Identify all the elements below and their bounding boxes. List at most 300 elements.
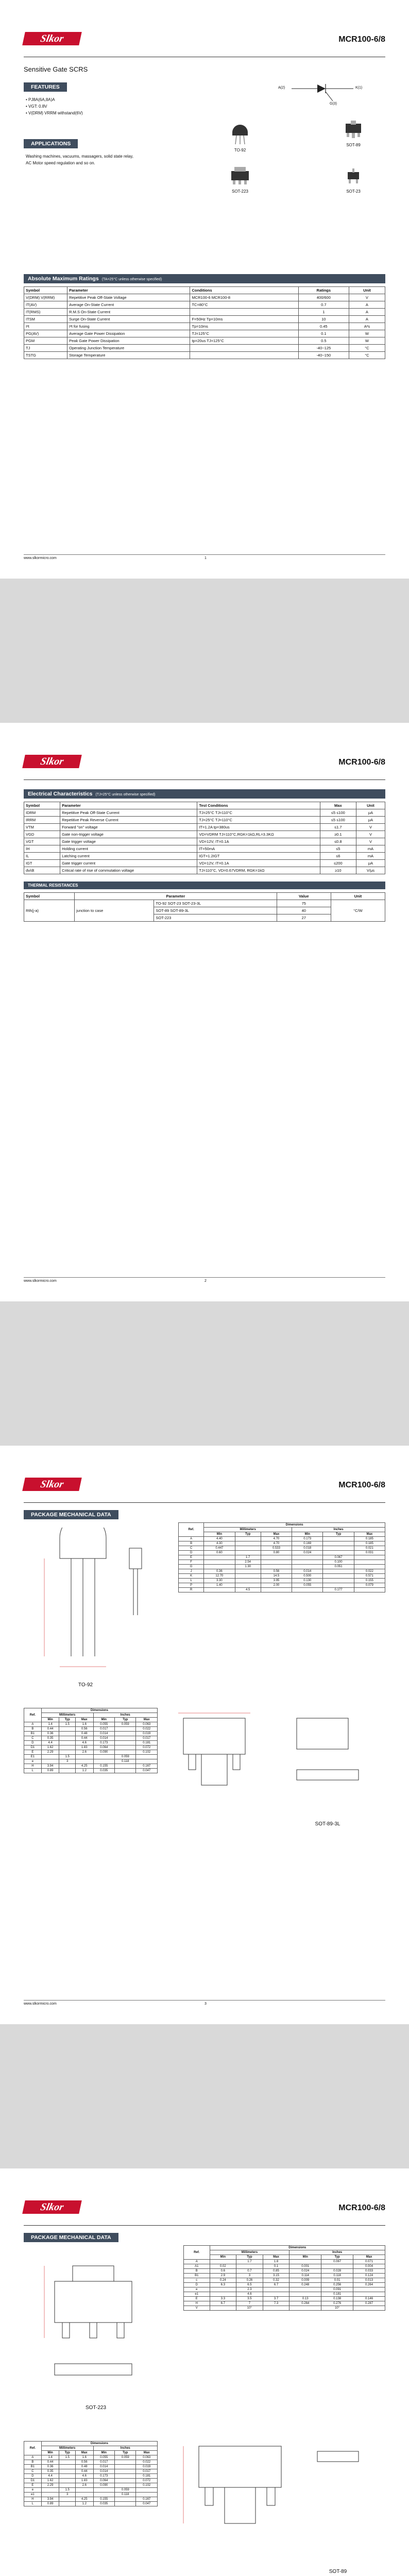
table-cell: 0.7 — [298, 301, 349, 309]
table-cell: 0.533 — [261, 1546, 292, 1551]
feature-item: • V(DRM) VRRM withstand(6V) — [26, 110, 83, 115]
table-cell: 6.3 — [210, 2283, 236, 2287]
table-cell: 0.500 — [292, 1574, 323, 1579]
table-cell: 0.014 — [292, 1569, 323, 1574]
table-row — [24, 1741, 158, 1745]
table-cell: 0.001 — [289, 2264, 321, 2269]
table-cell: 4.25 — [75, 1764, 93, 1769]
table-cell: 2.00 — [261, 1583, 292, 1588]
table-row — [24, 831, 385, 838]
sot223-outline-icon — [24, 2250, 178, 2405]
table-cell: 0.055 — [93, 2455, 114, 2460]
table-cell: 0.019 — [136, 2465, 158, 2469]
table-cell: 0.89 — [41, 1769, 59, 1773]
table-cell: Repetitive Peak Off-State Voltage — [67, 294, 190, 301]
table-cell: D — [24, 1741, 42, 1745]
to92-dim-table — [178, 1522, 385, 1592]
thermal-value: 75 — [277, 900, 331, 907]
table-header-row — [24, 2451, 158, 2455]
table-cell: E1 — [24, 1755, 42, 1759]
table-cell: B — [179, 1541, 204, 1546]
table-cell: H — [24, 2497, 42, 2502]
package-sot23 — [333, 166, 374, 194]
applications-list — [26, 154, 192, 167]
table-cell: 0.100 — [323, 1560, 354, 1565]
package-label: SOT-223 — [231, 189, 248, 194]
table-row — [184, 2260, 385, 2264]
table-cell: E — [24, 2483, 42, 2488]
table-cell — [59, 2483, 76, 2488]
page-1 — [0, 0, 409, 579]
table-cell: ≤0.8 — [320, 838, 356, 845]
col-header: Min — [204, 1532, 235, 1537]
col-header: Unit — [331, 893, 385, 900]
table-cell: R — [179, 1588, 204, 1592]
table-cell: IH — [24, 845, 60, 853]
table-cell: D1 — [24, 1745, 42, 1750]
table-cell: 1.83 — [75, 2479, 93, 2483]
table-cell: 4.70 — [261, 1541, 292, 1546]
table-cell: 0.102 — [136, 2483, 158, 2488]
table-row — [24, 330, 385, 337]
table-cell: 0.014 — [93, 2465, 114, 2469]
table-cell: 0.055 — [292, 1583, 323, 1588]
table-cell: 4.4 — [41, 2474, 59, 2479]
table-row — [24, 2502, 158, 2506]
table-cell: H — [184, 2301, 210, 2306]
table-cell: 0.36 — [41, 1732, 59, 1736]
table-cell: 0.85 — [263, 2269, 289, 2274]
table-cell: A — [179, 1537, 204, 1541]
table-cell — [59, 1750, 76, 1755]
table-cell: 0.181 — [136, 1741, 158, 1745]
table-cell: 2.6 — [75, 2483, 93, 2488]
table-cell: 0.155 — [354, 1579, 385, 1583]
table-cell — [115, 2474, 136, 2479]
table-cell: e — [184, 2287, 210, 2292]
table-cell: 0.017 — [136, 1736, 158, 1741]
table-cell — [353, 2306, 385, 2311]
table-cell: 0.072 — [136, 1745, 158, 1750]
col-header: Ratings — [298, 287, 349, 294]
table-row — [24, 1755, 158, 1759]
table-header-row — [179, 1523, 385, 1528]
table-cell — [323, 1574, 354, 1579]
table-row — [24, 2479, 158, 2483]
table-cell: 0.091 — [321, 2287, 353, 2292]
table-cell: 0.004 — [353, 2264, 385, 2269]
table-cell: -40~150 — [298, 352, 349, 359]
table-cell: B — [184, 2269, 210, 2274]
table-cell — [59, 1745, 76, 1750]
page-header — [24, 743, 385, 780]
col-header: Min — [93, 1718, 114, 1722]
table-cell: C — [24, 2469, 42, 2474]
table-row — [24, 323, 385, 330]
table-cell — [292, 1565, 323, 1569]
applications-heading: APPLICATIONS — [24, 139, 78, 148]
sot89-package-icon — [340, 120, 366, 140]
table-row — [179, 1574, 385, 1579]
table-row — [24, 1727, 158, 1732]
table-cell: 0.022 — [136, 2460, 158, 2465]
package-label: SOT-89 — [346, 143, 361, 147]
table-cell: L — [179, 1579, 204, 1583]
table-cell: 1.8 — [263, 2260, 289, 2264]
sot223-package-icon — [227, 166, 253, 187]
table-cell: 0.24 — [210, 2278, 236, 2283]
table-cell: 0.181 — [321, 2292, 353, 2297]
table-cell: F — [179, 1560, 204, 1565]
footer-website: www.slkormicro.com — [24, 1279, 57, 1283]
table-cell: 0.017 — [93, 2460, 114, 2465]
table-cell: ≤5 ≤100 — [320, 809, 356, 817]
table-cell — [292, 1555, 323, 1560]
table-cell: E — [24, 1750, 42, 1755]
table-cell — [289, 2292, 321, 2297]
table-cell: IT(RMS) — [24, 309, 67, 316]
col-header: Max — [261, 1532, 292, 1537]
table-cell: 3.94 — [41, 1764, 59, 1769]
table-cell — [190, 352, 298, 359]
table-cell: 0.256 — [321, 2283, 353, 2287]
table-cell: VD=VDRM TJ=110°C,RGK=1kΩ,RL=3.3KΩ — [197, 831, 320, 838]
table-row — [24, 309, 385, 316]
table-cell — [235, 1541, 261, 1546]
col-header: Ref. — [24, 2442, 42, 2455]
table-cell: 3 — [59, 1759, 76, 1764]
table-cell — [115, 2479, 136, 2483]
elec-body — [24, 809, 385, 874]
table-cell: 2.29 — [41, 2483, 59, 2488]
table-cell: 0.13 — [289, 2297, 321, 2301]
col-header: Min — [93, 2451, 114, 2455]
table-cell — [41, 2493, 59, 2497]
table-cell: I²t — [24, 323, 67, 330]
table-cell: 0.019 — [136, 1732, 158, 1736]
col-header: Inches — [289, 2250, 385, 2255]
sot89b-dim-body — [24, 2455, 158, 2506]
table-cell: 0.80 — [261, 1551, 292, 1555]
table-cell: VGD — [24, 831, 60, 838]
table-row — [184, 2297, 385, 2301]
table-cell — [235, 1551, 261, 1555]
table-cell — [59, 1741, 76, 1745]
table-cell — [59, 2502, 76, 2506]
table-cell — [204, 1588, 235, 1592]
table-cell: 0.173 — [93, 1741, 114, 1745]
table-cell: ≤5 — [320, 845, 356, 853]
table-cell: 0.155 — [93, 1764, 114, 1769]
table-cell — [289, 2287, 321, 2292]
col-header: Max — [354, 1532, 385, 1537]
table-cell: 0.071 — [353, 2260, 385, 2264]
table-cell: e1 — [24, 2493, 42, 2497]
table-cell: 0.155 — [93, 2497, 114, 2502]
abs-max-title: Absolute Maximum Ratings — [28, 276, 99, 282]
table-cell — [263, 2306, 289, 2311]
package-to92 — [219, 120, 261, 152]
table-row — [24, 2469, 158, 2474]
table-row — [24, 845, 385, 853]
table-cell: A — [349, 309, 385, 316]
sot89b-dim-table — [24, 2441, 158, 2506]
brand-logo: Slkor — [22, 2200, 82, 2214]
col-header: Ref. — [184, 2246, 210, 2260]
col-header: Symbol — [24, 802, 60, 809]
table-cell: 3.95 — [261, 1579, 292, 1583]
table-cell: MCR100-6 MCR100-8 — [190, 294, 298, 301]
table-cell: Tp=10ms — [190, 323, 298, 330]
table-cell: Repetitive Peak Reverse Current — [60, 817, 197, 824]
part-number: MCR100-6/8 — [338, 35, 385, 44]
table-cell: 0.063 — [136, 2455, 158, 2460]
table-cell — [354, 1588, 385, 1592]
table-cell: TSTG — [24, 352, 67, 359]
table-cell: 0.181 — [136, 2474, 158, 2479]
gate-label: G(3) — [330, 102, 337, 106]
col-header: Parameter — [75, 893, 277, 900]
table-cell: 0.031 — [354, 1551, 385, 1555]
table-cell — [353, 2292, 385, 2297]
col-header: Test Conditions — [197, 802, 320, 809]
table-cell — [115, 2460, 136, 2465]
table-row — [179, 1579, 385, 1583]
table-cell: 3.15 — [263, 2274, 289, 2278]
table-cell — [115, 1769, 136, 1773]
table-cell: 3.30 — [204, 1579, 235, 1583]
table-cell: 1.2 — [75, 2502, 93, 2506]
table-cell — [75, 2488, 93, 2493]
table-cell — [263, 2292, 289, 2297]
table-row — [24, 1722, 158, 1727]
elec-note: (TJ=25°C unless otherwise specified) — [95, 793, 156, 796]
table-cell: 0.118 — [115, 2493, 136, 2497]
table-cell: 0.018 — [292, 1546, 323, 1551]
col-header: Symbol — [24, 893, 75, 900]
table-row — [24, 817, 385, 824]
table-cell: -40~125 — [298, 345, 349, 352]
table-row — [24, 1745, 158, 1750]
page-header — [24, 1466, 385, 1503]
table-cell: 4.40 — [204, 1537, 235, 1541]
table-row — [184, 2292, 385, 2297]
col-header: Symbol — [24, 287, 67, 294]
table-cell: 0.173 — [93, 2474, 114, 2479]
table-cell — [289, 2306, 321, 2311]
thermal-value: 27 — [277, 914, 331, 922]
table-cell: 0.014 — [93, 1732, 114, 1736]
table-cell — [204, 1560, 235, 1565]
table-cell: IT=1.2A tp=380us — [197, 824, 320, 831]
col-header: Typ — [235, 1532, 261, 1537]
table-cell: 4.6 — [75, 1741, 93, 1745]
table-cell: 1.6 — [75, 1722, 93, 1727]
footer-website: www.slkormicro.com — [24, 556, 57, 560]
table-cell — [353, 2287, 385, 2292]
package-sot223 — [219, 166, 261, 194]
table-row — [24, 2474, 158, 2479]
table-cell: B1 — [184, 2274, 210, 2278]
col-header: Typ — [323, 1532, 354, 1537]
table-cell: D — [24, 2474, 42, 2479]
features-list — [26, 97, 192, 116]
table-cell: 0.26 — [236, 2278, 263, 2283]
table-cell: TJ — [24, 345, 67, 352]
table-cell: 0.287 — [353, 2301, 385, 2306]
table-cell: 0.118 — [115, 1759, 136, 1764]
table-cell: 0.6 — [210, 2269, 236, 2274]
table-cell: G — [179, 1565, 204, 1569]
table-cell: A — [184, 2260, 210, 2264]
feature-item: • PJ8A(6A,8A)A — [26, 97, 55, 102]
table-row — [24, 301, 385, 309]
col-header: Value — [277, 893, 331, 900]
table-cell — [323, 1569, 354, 1574]
to92-package-icon — [227, 120, 253, 145]
thermal-heading: THERMAL RESISTANCES — [24, 882, 385, 889]
drawing-caption: SOT-223 — [85, 2405, 107, 2411]
table-cell — [59, 2465, 76, 2469]
table-cell: 0.44 — [41, 1727, 59, 1732]
page-4 — [0, 2168, 409, 2576]
table-cell: 0.064 — [93, 2479, 114, 2483]
table-header-row — [179, 1528, 385, 1532]
table-cell: 0.48 — [75, 1732, 93, 1736]
table-cell: 0.067 — [321, 2260, 353, 2264]
table-cell — [204, 1565, 235, 1569]
table-cell: e1 — [184, 2292, 210, 2297]
table-cell — [210, 2306, 236, 2311]
table-cell: 3.94 — [41, 2497, 59, 2502]
table-cell — [354, 1555, 385, 1560]
table-cell: V/μs — [356, 867, 385, 874]
table-cell: 4.6 — [75, 2474, 93, 2479]
col-header: Min — [41, 1718, 59, 1722]
table-cell: °C — [349, 345, 385, 352]
thermal-value: 40 — [277, 907, 331, 914]
sot89b-drawing — [168, 2431, 384, 2576]
thermal-parameter: junction to case — [75, 900, 154, 922]
table-cell: 10° — [321, 2306, 353, 2311]
part-number: MCR100-6/8 — [338, 2204, 385, 2212]
table-cell: 0.021 — [354, 1546, 385, 1551]
table-cell: 2.54 — [235, 1560, 261, 1565]
col-header: Typ — [59, 2451, 76, 2455]
col-header: Inches — [292, 1528, 385, 1532]
table-row — [24, 1764, 158, 1769]
table-row — [24, 860, 385, 867]
table-cell: 0.56 — [75, 2460, 93, 2465]
table-cell: B — [24, 1727, 42, 1732]
table-row — [184, 2278, 385, 2283]
table-cell — [115, 1732, 136, 1736]
table-cell: 0.047 — [136, 1769, 158, 1773]
table-row — [184, 2283, 385, 2287]
table-cell — [323, 1546, 354, 1551]
table-cell: VTM — [24, 824, 60, 831]
table-cell: 4.70 — [261, 1537, 292, 1541]
table-cell: 0.264 — [353, 2283, 385, 2287]
table-cell: V — [356, 824, 385, 831]
table-cell — [323, 1551, 354, 1555]
brand-logo: Slkor — [22, 755, 82, 768]
page-header — [24, 2189, 385, 2226]
page-footer — [24, 2000, 385, 2006]
table-cell: D1 — [24, 2479, 42, 2483]
table-cell: V — [184, 2306, 210, 2311]
table-cell: c — [184, 2278, 210, 2283]
table-cell: 0.169 — [292, 1541, 323, 1546]
table-cell: E — [184, 2297, 210, 2301]
table-cell: W — [349, 337, 385, 345]
table-header-row — [24, 893, 385, 900]
table-cell: 0.035 — [93, 1769, 114, 1773]
table-cell — [354, 1565, 385, 1569]
drawing-caption: TO-92 — [78, 1682, 93, 1688]
table-cell: 0.44 — [75, 2469, 93, 2474]
table-cell: 1.6 — [75, 2455, 93, 2460]
table-cell: 0.35 — [41, 1736, 59, 1741]
table-cell — [323, 1537, 354, 1541]
table-cell: 0.013 — [353, 2278, 385, 2283]
table-cell: 0.047 — [136, 2502, 158, 2506]
table-row — [179, 1583, 385, 1588]
table-cell: ≤6 — [320, 853, 356, 860]
table-cell: 0.571 — [354, 1574, 385, 1579]
table-cell: 0.022 — [354, 1569, 385, 1574]
table-cell — [115, 2483, 136, 2488]
table-header-row — [24, 802, 385, 809]
table-row — [24, 2488, 158, 2493]
table-row — [179, 1555, 385, 1560]
table-cell: 1.62 — [41, 1745, 59, 1750]
table-cell — [323, 1583, 354, 1588]
table-cell — [41, 2488, 59, 2493]
table-cell: 6.7 — [263, 2283, 289, 2287]
table-cell: L — [24, 1769, 42, 1773]
part-number: MCR100-6/8 — [338, 758, 385, 767]
table-row — [179, 1551, 385, 1555]
table-row — [184, 2269, 385, 2274]
table-cell: 0.36 — [204, 1569, 235, 1574]
table-row — [24, 2460, 158, 2465]
table-cell: 0.167 — [136, 2497, 158, 2502]
table-cell: H — [24, 1764, 42, 1769]
col-header: Parameter — [60, 802, 197, 809]
table-cell: 0.264 — [289, 2301, 321, 2306]
table-cell: ≤5 ≤100 — [320, 817, 356, 824]
table-cell: 4.5 — [235, 1588, 261, 1592]
table-cell — [190, 309, 298, 316]
table-cell: ≥0.1 — [320, 831, 356, 838]
table-cell: 6.5 — [236, 2283, 263, 2287]
table-cell: C — [24, 1736, 42, 1741]
col-header: Parameter — [67, 287, 190, 294]
col-header: Inches — [93, 1713, 157, 1718]
table-cell: A1 — [184, 2264, 210, 2269]
table-cell — [210, 2287, 236, 2292]
table-row — [24, 809, 385, 817]
table-cell: 0.36 — [41, 2465, 59, 2469]
col-header: Max — [75, 1718, 93, 1722]
table-cell — [136, 1759, 158, 1764]
thermal-package: SOT-223 — [154, 914, 277, 922]
sot89-dim-body — [24, 1722, 158, 1773]
table-cell: 4.4 — [41, 1741, 59, 1745]
table-cell: B1 — [24, 1732, 42, 1736]
table-cell — [261, 1560, 292, 1565]
